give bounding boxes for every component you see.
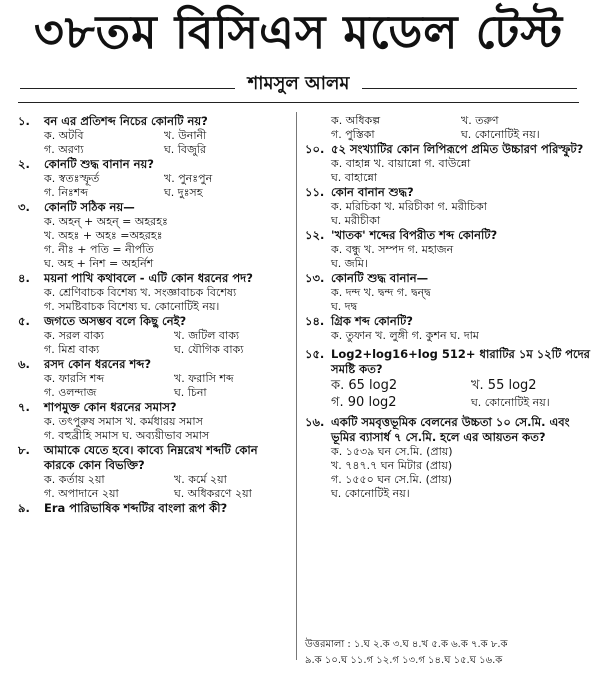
question-number: ১৬. (305, 415, 325, 429)
option-line: খ. অহঃ + অহঃ =অহরহঃ (44, 229, 163, 242)
question-text: Era পারিভাষিক শব্দটির বাংলা রূপ কী? (44, 501, 228, 515)
question-text: জগতে অসম্ভব বলে কিছু নেই? (44, 314, 187, 328)
question-10 (305, 142, 593, 185)
question-text: কোনটি শুদ্ধ বানান— (331, 271, 429, 285)
answer-key-line: ৯.ক ১০.ঘ ১১.গ ১২.গ ১৩.গ ১৪.ঘ ১৫.ঘ ১৬.ক (305, 655, 503, 666)
title-rule-right (362, 88, 577, 89)
author-name: শামসুল আলম (247, 73, 350, 94)
option-gha: ঘ. কোনোটিই নয়। (461, 128, 540, 141)
question-text: শাপমুক্ত কোন ধরনের সমাস? (44, 400, 177, 414)
answer-key-line: উত্তরমালা : ১.ঘ ২.ক ৩.ঘ ৪.খ ৫.ক ৬.ক ৭.ক ৮.ক (305, 639, 508, 650)
question-text: কোন বানান শুদ্ধ? (331, 185, 414, 199)
question-text: Log2+log16+log 512+ ধারাটির ১ম ১২টি পদের সমষ্টি কত? (331, 347, 591, 376)
question-number: ৮. (18, 443, 30, 457)
question-text: ৫২ সংখ্যাটির কোন লিপিরূপে প্রমিত উচ্চারণ পরিস্ফুট? (331, 142, 584, 156)
question-text: কোনটি শুদ্ধ বানান নয়? (44, 157, 154, 171)
question-9 (18, 501, 288, 516)
question-text: রসদ কোন ধরনের শব্দ? (44, 357, 152, 371)
option-kha: খ. তরুণ (461, 114, 499, 127)
option-gha: ঘ. কোনোটিই নয়। (471, 396, 550, 409)
question-7 (18, 400, 288, 443)
column-divider (296, 112, 297, 660)
question-text: বন এর প্রতিশব্দ নিচের কোনটি নয়? (44, 114, 208, 128)
option-ga: গ. 90 log2 (331, 395, 397, 410)
option-line: ক. বাহান্ন খ. বায়ান্নো গ. বাউন্নো (331, 157, 471, 170)
option-line: ঘ. মরীচীকা (331, 214, 381, 227)
option-gha: ঘ. চিনা (174, 386, 207, 399)
option-line: ঘ. জমি। (331, 257, 368, 270)
option-kha: খ. কর্মে ২য়া (174, 473, 227, 486)
option-ka: ক. 65 log2 (331, 378, 398, 393)
question-12 (305, 228, 593, 271)
option-ka: ক. কর্তায় ২য়া (44, 473, 105, 486)
question-4 (18, 271, 288, 314)
question-text: কোনটি সঠিক নয়— (44, 200, 135, 214)
question-number: ১১. (305, 185, 325, 199)
question-number: ১৪. (305, 314, 325, 328)
option-line: ক. শ্রেণিবাচক বিশেষ্য খ. সংজ্ঞাবাচক বিশেষ্য (44, 286, 237, 299)
option-line: ঘ. বাহান্নো (331, 171, 377, 184)
option-ga: গ. মিশ্র বাক্য (44, 343, 100, 356)
option-line: ক. তৎপুরুষ সমাস খ. কর্মধারয় সমাস (44, 415, 203, 428)
option-gha: ঘ. দুঃসহ (164, 186, 203, 199)
question-8 (18, 443, 288, 501)
question-9-options (305, 114, 593, 142)
option-line: ক. ১৫৩৯ ঘন সে.মি. (প্রায়) (331, 445, 453, 458)
option-gha: ঘ. অধিকরণে ২য়া (174, 487, 252, 500)
question-3 (18, 200, 288, 271)
question-1 (18, 114, 288, 157)
question-text: ময়না পাখি কথাবলে - এটি কোন ধরনের পদ? (44, 271, 253, 285)
option-gha: ঘ. বিজুরি (164, 143, 207, 156)
question-text: একটি সমবৃত্তভূমিক বেলনের উচ্চতা ১০ সে.মি. এবং ভূমির ব্যাসার্ধ ৭ সে.মি. হলে এর আয়তন কত? (331, 415, 570, 444)
question-text: গ্রিক শব্দ কোনটি? (331, 314, 413, 328)
option-line: ক. দন্দ খ. দ্বন্দ গ. দ্বন্দ্ব (331, 286, 431, 299)
question-number: ৪. (18, 271, 30, 285)
option-kha: খ. পুনঃপুন (164, 172, 213, 185)
question-number: ১. (18, 114, 30, 128)
option-kha: খ. উনানী (164, 129, 207, 142)
option-line: ঘ. অহ + নিশ = অহর্নিশ (44, 257, 154, 270)
option-line: ঘ. কোনোটিই নয়। (331, 487, 410, 500)
question-15 (305, 347, 593, 411)
option-line: গ. সমষ্টিবাচক বিশেষ্য ঘ. কোনোটিই নয়। (44, 300, 220, 313)
question-number: ১০. (305, 142, 325, 156)
option-kha: খ. 55 log2 (471, 378, 537, 393)
option-ka: ক. ফারসি শব্দ (44, 372, 105, 385)
option-ga: গ. ওলন্দাজ (44, 386, 97, 399)
option-ka: ক. অধিকল্প (331, 114, 381, 127)
question-text: আমাকে যেতে হবে। কাব্যে নিম্নরেখ শব্দটি কোন কারকে কোন বিভক্তি? (44, 443, 258, 472)
option-line: গ. বহুব্রীহি সমাস ঘ. অব্যয়ীভাব সমাস (44, 429, 210, 442)
option-kha: খ. ফরাসি শব্দ (174, 372, 234, 385)
option-ka: ক. সরল বাক্য (44, 329, 104, 342)
page-title: ৩৮তম বিসিএস মডেল টেস্ট (33, 5, 564, 59)
option-line: ক. তুফান খ. লুঙ্গী গ. কুশন ঘ. দাম (331, 329, 479, 342)
option-line: ঘ. দদ্ব (331, 300, 358, 313)
question-number: ১২. (305, 228, 325, 242)
question-number: ৩. (18, 200, 30, 214)
option-line: খ. ৭৪৭.৭ ঘন মিটার (প্রায়) (331, 459, 453, 472)
question-11 (305, 185, 593, 228)
option-kha: খ. জটিল বাক্য (174, 329, 240, 342)
option-ga: গ. অরণ্য (44, 143, 84, 156)
left-column (18, 114, 288, 516)
option-ka: ক. অটবি (44, 129, 84, 142)
option-ga: গ. পুস্তিকা (331, 128, 375, 141)
question-2 (18, 157, 288, 200)
answer-key (305, 637, 595, 669)
question-number: ৬. (18, 357, 30, 371)
option-line: গ. নীঃ + পতি = নীর্পতি (44, 243, 154, 256)
option-ga: গ. নিঃশব্দ (44, 186, 89, 199)
question-13 (305, 271, 593, 314)
option-line: গ. ১৫৫০ ঘন সে.মি. (প্রায়) (331, 473, 453, 486)
question-number: ১৫. (305, 347, 325, 361)
question-6 (18, 357, 288, 400)
right-column (305, 114, 593, 501)
option-line: ক. মরিচিকা খ. মরিচীকা গ. মরীচিকা (331, 200, 487, 213)
question-text: 'খাতক' শব্দের বিপরীত শব্দ কোনটি? (331, 228, 498, 242)
question-number: ১৩. (305, 271, 325, 285)
question-number: ২. (18, 157, 30, 171)
question-number: ৯. (18, 501, 30, 515)
question-number: ৫. (18, 314, 30, 328)
header-divider (18, 102, 579, 103)
question-16 (305, 415, 593, 501)
question-number: ৭. (18, 400, 30, 414)
option-ka: ক. স্বতঃস্ফূর্ত (44, 172, 100, 185)
option-line: ক. বন্ধু খ. সম্পদ গ. মহাজন (331, 243, 454, 256)
option-ga: গ. অপাদানে ২য়া (44, 487, 119, 500)
option-line: ক. অহন্ + অহন্ = অহরহঃ (44, 215, 168, 228)
option-gha: ঘ. যৌগিক বাক্য (174, 343, 244, 356)
question-14 (305, 314, 593, 343)
question-5 (18, 314, 288, 357)
